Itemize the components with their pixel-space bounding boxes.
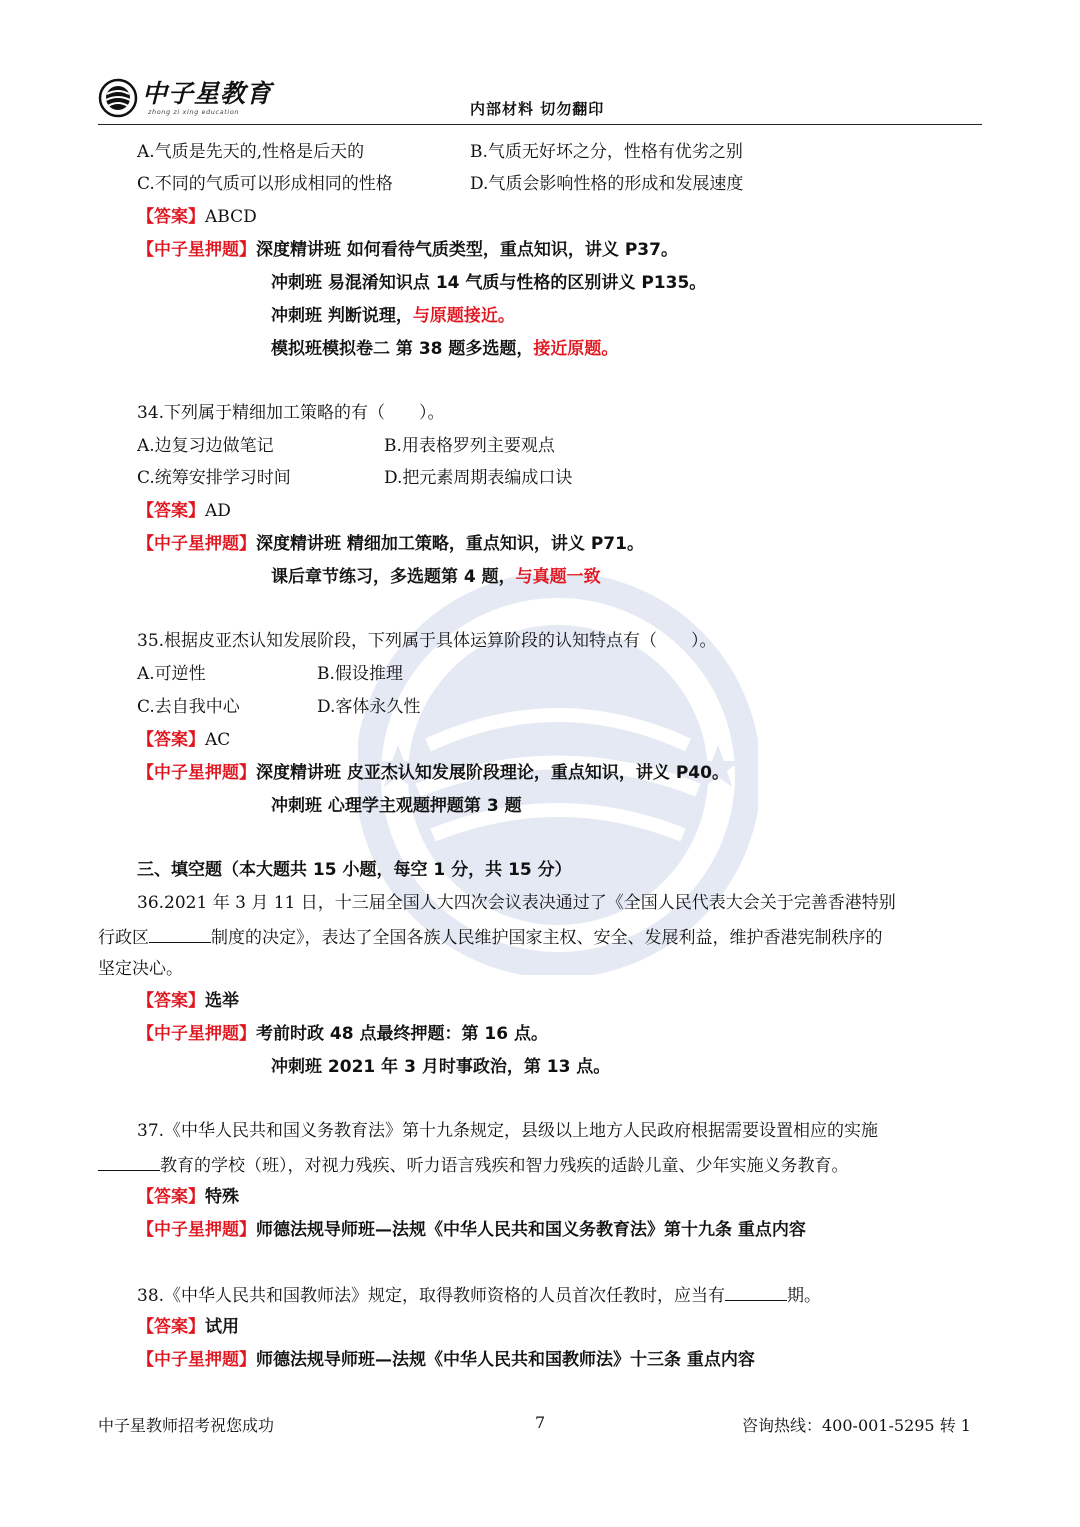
q37-text: 教育的学校（班），对视力残疾、听力语言残疾和智力残疾的适龄儿童、少年实施义务教育。 (160, 1156, 849, 1176)
hint-label: 【中子星押题】 (137, 1350, 256, 1370)
q35-hint-1 (137, 761, 729, 785)
q35-option-c: C.去自我中心 (137, 697, 240, 717)
answer-value: AC (205, 730, 231, 750)
q33-option-a: A.气质是先天的,性格是后天的 (137, 142, 365, 162)
q34-hint-2 (271, 565, 601, 589)
section-title: 三、填空题（本大题共 15 小题，每空 1 分，共 15 分） (137, 860, 572, 880)
q34-hint-1 (137, 532, 644, 556)
hint-label: 【中子星押题】 (137, 1220, 256, 1240)
q37-hint-1 (137, 1218, 806, 1242)
answer-value: 选举 (205, 991, 239, 1011)
answer-value: ABCD (205, 207, 257, 227)
answer-value: AD (205, 501, 231, 521)
answer-value: 特殊 (205, 1187, 239, 1207)
q36-line-1: 36.2021 年 3 月 11 日，十三届全国人大四次会议表决通过了《全国人民代表大会关于完善香港特别 (137, 893, 896, 913)
q36-line-2 (98, 924, 883, 950)
brand-logo (98, 78, 272, 118)
q37-answer (137, 1185, 239, 1209)
q33-option-c: C.不同的气质可以形成相同的性格 (137, 174, 393, 194)
q34-option-c: C.统筹安排学习时间 (137, 468, 291, 488)
hint-label: 【中子星押题】 (137, 763, 256, 783)
q36-text: 制度的决定》，表达了全国各族人民维护国家主权、安全、发展利益，维护香港宪制秩序的 (211, 928, 883, 948)
q36-line-3: 坚定决心。 (98, 959, 183, 979)
hint-highlight: 与原题接近。 (412, 306, 515, 326)
q35-option-b: B.假设推理 (317, 664, 403, 684)
hint-label: 【中子星押题】 (137, 240, 256, 260)
header-notice: 内部材料 切勿翻印 (470, 100, 605, 118)
hint-label: 【中子星押题】 (137, 1024, 256, 1044)
q38-text: 期。 (787, 1286, 822, 1306)
q33-answer (137, 205, 257, 229)
answer-label: 【答案】 (137, 501, 205, 521)
q35-hint-2: 冲刺班 心理学主观题押题第 3 题 (271, 796, 522, 816)
q36-hint-1 (137, 1022, 548, 1046)
hint-text: 深度精讲班 如何看待气质类型，重点知识，讲义 P37。 (256, 240, 678, 260)
answer-label: 【答案】 (137, 1317, 205, 1337)
q33-hint-2: 冲刺班 易混淆知识点 14 气质与性格的区别讲义 P135。 (271, 273, 707, 293)
hint-text: 考前时政 48 点最终押题：第 16 点。 (256, 1024, 548, 1044)
q35-stem: 35.根据皮亚杰认知发展阶段，下列属于具体运算阶段的认知特点有（ ）。 (137, 631, 717, 651)
hint-text: 师德法规导师班—法规《中华人民共和国教师法》十三条 重点内容 (256, 1350, 755, 1370)
hint-text: 师德法规导师班—法规《中华人民共和国义务教育法》第十九条 重点内容 (256, 1220, 806, 1240)
hint-text: 深度精讲班 精细加工策略，重点知识，讲义 P71。 (256, 534, 644, 554)
q34-option-d: D.把元素周期表编成口诀 (384, 468, 573, 488)
q34-answer (137, 499, 231, 523)
q38-line-1 (137, 1282, 821, 1308)
hint-highlight: 与真题一致 (515, 567, 601, 587)
q38-answer (137, 1315, 239, 1339)
q34-stem: 34.下列属于精细加工策略的有（ ）。 (137, 403, 445, 423)
q33-hint-4 (271, 337, 618, 361)
q33-hint-3 (271, 304, 515, 328)
hint-text: 冲刺班 判断说理， (271, 306, 413, 326)
q35-option-a: A.可逆性 (137, 664, 206, 684)
hint-text: 深度精讲班 皮亚杰认知发展阶段理论，重点知识，讲义 P40。 (256, 763, 729, 783)
logo-subtitle: zhong zi xing education (148, 108, 240, 116)
footer-hotline: 咨询热线：400-001-5295 转 1 (742, 1416, 971, 1435)
q35-option-d: D.客体永久性 (317, 697, 421, 717)
q33-option-d: D.气质会影响性格的形成和发展速度 (470, 174, 744, 194)
answer-value: 试用 (205, 1317, 239, 1337)
hint-label: 【中子星押题】 (137, 534, 256, 554)
logo-globe-icon (98, 78, 138, 118)
q35-answer (137, 728, 230, 752)
q37-line-2 (98, 1152, 849, 1178)
hint-highlight: 接近原题。 (533, 339, 619, 359)
hint-text: 课后章节练习，多选题第 4 题， (271, 567, 516, 587)
q34-option-a: A.边复习边做笔记 (137, 436, 274, 456)
fill-blank (725, 1282, 787, 1301)
fill-blank (149, 924, 211, 943)
q38-text: 38.《中华人民共和国教师法》规定，取得教师资格的人员首次任教时，应当有 (137, 1286, 726, 1306)
fill-blank (98, 1152, 160, 1171)
q33-hint-1 (137, 238, 678, 262)
answer-label: 【答案】 (137, 1187, 205, 1207)
answer-label: 【答案】 (137, 991, 205, 1011)
footer-slogan: 中子星教师招考祝您成功 (98, 1416, 275, 1435)
page-number: 7 (535, 1413, 546, 1432)
q37-line-1: 37.《中华人民共和国义务教育法》第十九条规定，县级以上地方人民政府根据需要设置相应的实施 (137, 1121, 879, 1141)
answer-label: 【答案】 (137, 207, 205, 227)
answer-label: 【答案】 (137, 730, 205, 750)
q34-option-b: B.用表格罗列主要观点 (384, 436, 555, 456)
logo-name: 中子星教育 (142, 79, 273, 108)
q36-hint-2: 冲刺班 2021 年 3 月时事政治，第 13 点。 (271, 1057, 611, 1077)
q36-text: 行政区 (98, 928, 149, 948)
page-header (98, 78, 982, 125)
q33-option-b: B.气质无好坏之分，性格有优劣之别 (470, 142, 743, 162)
q38-hint-1 (137, 1348, 755, 1372)
q36-answer (137, 989, 239, 1013)
hint-text: 模拟班模拟卷二 第 38 题多选题， (271, 339, 534, 359)
